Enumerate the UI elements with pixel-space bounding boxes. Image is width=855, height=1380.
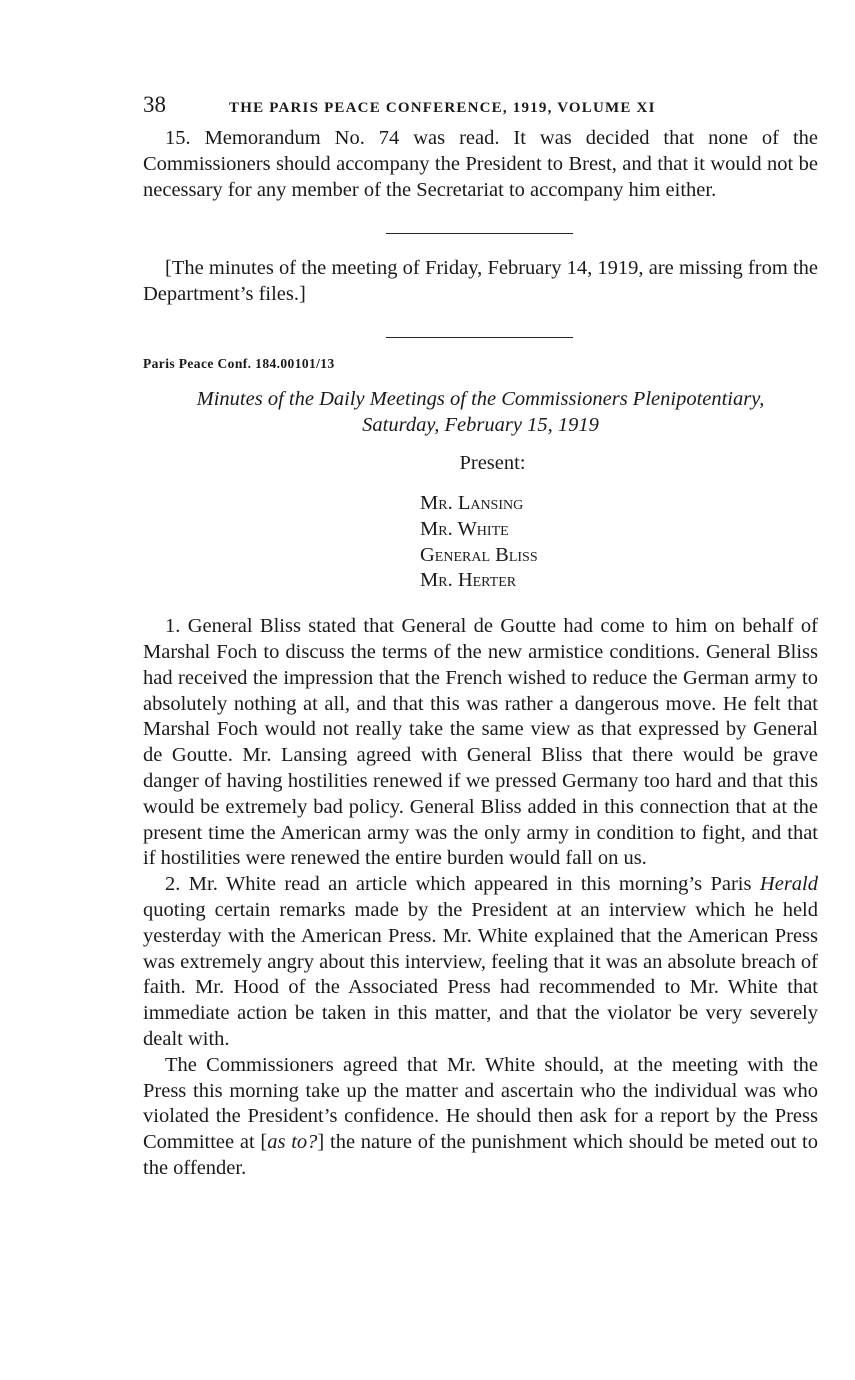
minutes-title-line1: Minutes of the Daily Meetings of the Commissioners Plenipotentiary, (196, 387, 765, 410)
item-15-paragraph: 15. Memorandum No. 74 was read. It was decided that none of the Commissioners should accompany the President to Brest, and that it would not be necessary for any member of the Secretariat to accompany him either. (143, 127, 818, 201)
document-page (143, 92, 818, 1182)
section-divider (386, 233, 573, 234)
item-2-continued-paragraph: The Commissioners agreed that Mr. White should, at the meeting with the Press this morning take up the matter and ascertain who the individual was who violated the President’s confidence. He should then ask for a report by the Press Committee at [as to?] the nature of the punishment which should be meted out to the offender. (143, 1053, 818, 1179)
present-label: Present: (459, 451, 526, 474)
minutes-title-line2: Saturday, February 15, 1919 (362, 413, 599, 436)
attendee-name: Mr. Lansing (420, 491, 524, 514)
running-title: THE PARIS PEACE CONFERENCE, 1919, VOLUME XI (229, 100, 656, 116)
attendee-list (420, 491, 818, 594)
attendee-name: General Bliss (420, 543, 538, 566)
minutes-body (143, 614, 818, 1182)
section-divider (386, 337, 573, 338)
item-1-paragraph: 1. General Bliss stated that General de Goutte had come to him on behalf of Marshal Foch to discuss the terms of the new armistice conditions. General Bliss had received the impression that the French wished to reduce the German army to absolutely nothing at all, and that this was rather a dangerous move. He felt that Marshal Foch would not really take the same view as that expressed by General de Goutte. Mr. Lansing agreed with General Bliss that there would be grave danger of having hostilities renewed if we pressed Germany too hard and that this would be extremely bad policy. General Bliss added in this connection that at the present time the American army was the only army in condition to fight, and that if hostilities were renewed the entire burden would fall on us. (143, 615, 818, 870)
newspaper-title: Herald (759, 873, 818, 896)
attendee-name: Mr. White (420, 517, 509, 540)
file-reference: Paris Peace Conf. 184.00101/13 (143, 355, 335, 371)
editorial-note: [The minutes of the meeting of Friday, February 14, 1919, are missing from the Department’s files.] (143, 257, 818, 306)
running-header (143, 92, 818, 126)
attendee-name: Mr. Herter (420, 569, 517, 592)
minutes-title (143, 386, 818, 438)
item-2-paragraph: 2. Mr. White read an article which appeared in this morning’s Paris Herald quoting certain remarks made by the President at an interview which he held yesterday with the American Press. Mr. White explained that the American Press was extremely angry about this interview, feeling that it was an absolute breach of faith. Mr. Hood of the Associated Press had recommended to Mr. White that immediate action be taken in this matter, and that the violator be very severely dealt with. (143, 873, 818, 1050)
editorial-insertion: as to? (267, 1131, 318, 1154)
page-number: 38 (143, 92, 166, 117)
